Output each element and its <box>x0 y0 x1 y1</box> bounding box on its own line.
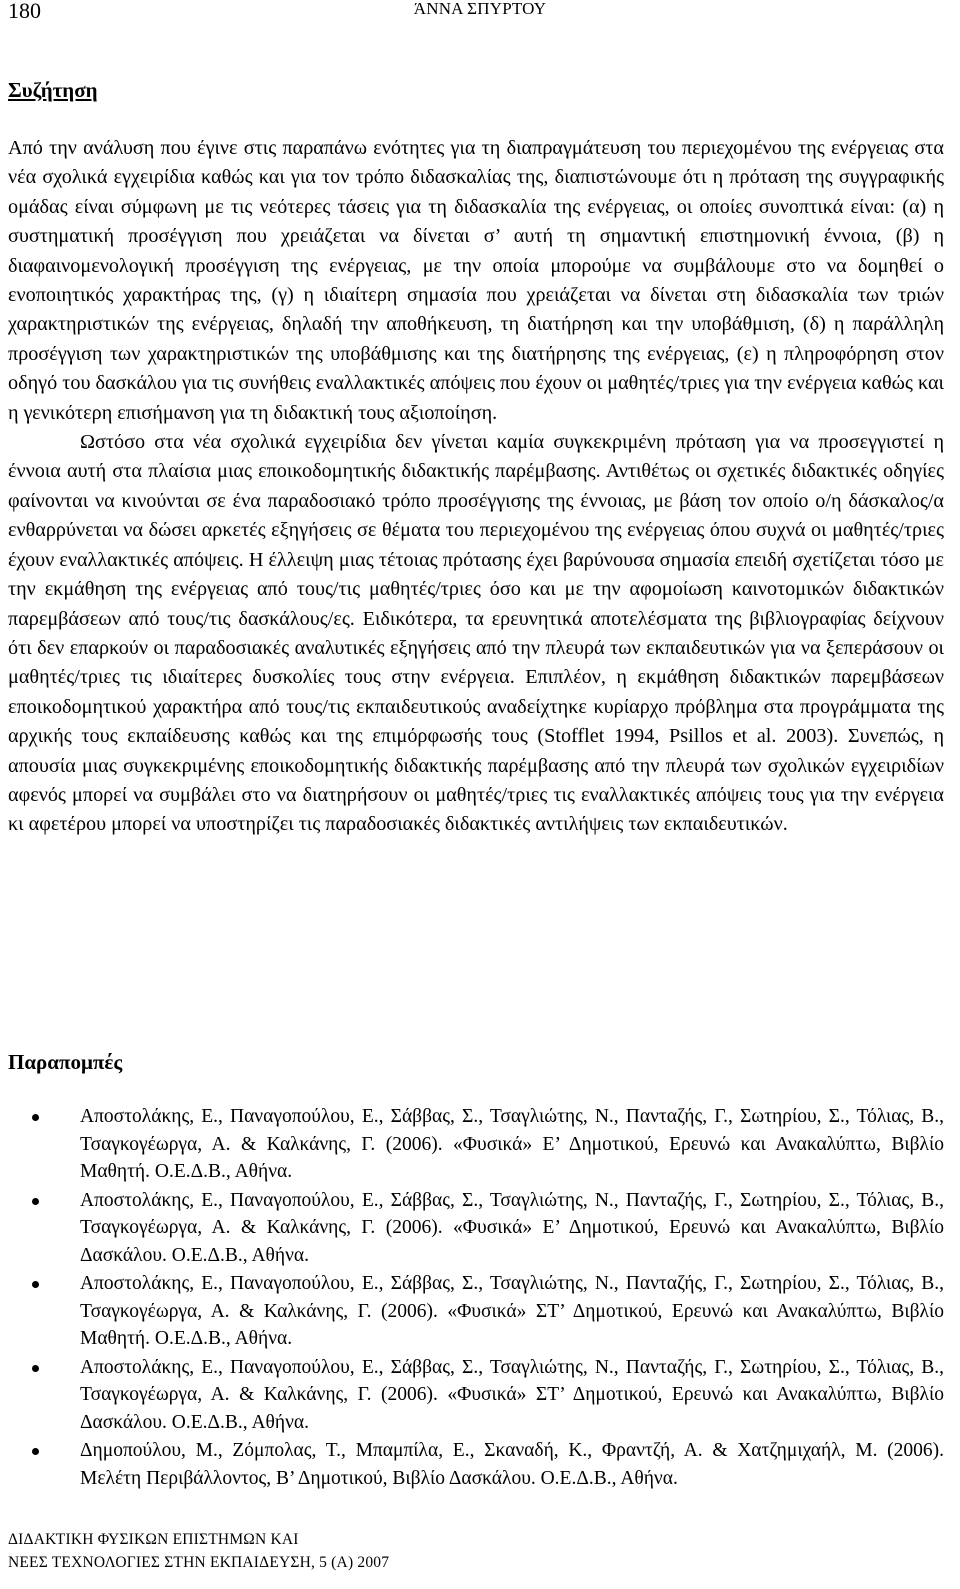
reference-text: Αποστολάκης, Ε., Παναγοπούλου, Ε., Σάββας, Σ., Τσαγλιώτης, Ν., Πανταζής, Γ., Σωτηρίου, Σ., Τόλιας, Β., Τσαγκογέωργα, Α. & Καλκάνης, Γ. (2006). «Φυσικά» Ε’ Δημοτικού, Ερευνώ και Ανακαλύπτω, Βιβλίο Μαθητή. Ο.Ε.Δ.Β., Αθήνα. <box>80 1106 944 1182</box>
page-number: 180 <box>8 0 41 23</box>
reference-item <box>8 1187 944 1270</box>
reference-text: Αποστολάκης, Ε., Παναγοπούλου, Ε., Σάββας, Σ., Τσαγλιώτης, Ν., Πανταζής, Γ., Σωτηρίου, Σ., Τόλιας, Β., Τσαγκογέωργα, Α. & Καλκάνης, Γ. (2006). «Φυσικά» Ε’ Δημοτικού, Ερευνώ και Ανακαλύπτω, Βιβλίο Δασκάλου. Ο.Ε.Δ.Β., Αθήνα. <box>80 1189 944 1266</box>
running-head-author: ΆΝΝΑ ΣΠΥΡΤΟΥ <box>413 0 547 18</box>
bullet-icon <box>32 1448 39 1455</box>
section-title-discussion: Συζήτηση <box>8 78 98 102</box>
discussion-paragraph: Από την ανάλυση που έγινε στις παραπάνω ενότητες για τη διαπραγμάτευση του περιεχομένου της ενέργειας στα νέα σχολικά εγχειρίδια καθώς και για τον τρόπο διδασκαλίας της, διαπιστώνουμε ότι η πρόταση της συγγραφικής ομάδας είναι σύμφωνη με τις νεότερες τάσεις για τη διδασκαλία της ενέργειας, οι οποίες συνοπτικά είναι: (α) η συστηματική προσέγγιση που χρειάζεται να δίνεται σ’ αυτή τη σημαντική επιστημονική έννοια, (β) η διαφαινομενολογική προσέγγιση της ενέργειας, με την οποία μπορούμε να συμβάλουμε στο να δομηθεί ο ενοποιητικός χαρακτήρας της, (γ) η ιδιαίτερη σημασία που χρειάζεται να δίνεται στη διδασκαλία των τριών χαρακτηριστικών της ενέργειας, δηλαδή την αποθήκευση, τη διατήρηση και την υποβάθμιση, (δ) η παράλληλη προσέγγιση των χαρακτηριστικών της υποβάθμισης και της διατήρησης της ενέργειας, (ε) η πληροφόρηση στον οδηγό του δασκάλου για τις συνήθεις εναλλακτικές απόψεις που έχουν οι μαθητές/τριες για την ενέργεια καθώς και η γενικότερη επισήμανση για τη διδακτική τους αξιοποίηση. <box>8 137 944 424</box>
reference-text: Αποστολάκης, Ε., Παναγοπούλου, Ε., Σάββας, Σ., Τσαγλιώτης, Ν., Πανταζής, Γ., Σωτηρίου, Σ., Τόλιας, Β., Τσαγκογέωργα, Α. & Καλκάνης, Γ. (2006). «Φυσικά» ΣΤ’ Δημοτικού, Ερευνώ και Ανακαλύπτω, Βιβλίο Μαθητή. Ο.Ε.Δ.Β., Αθήνα. <box>80 1273 944 1349</box>
bullet-icon <box>32 1198 39 1205</box>
footer-journal-title: ΔΙΔΑΚΤΙΚΗ ΦΥΣΙΚΩΝ ΕΠΙΣΤΗΜΩΝ ΚΑΙ <box>8 1531 299 1548</box>
reference-item <box>8 1437 944 1492</box>
reference-item <box>8 1103 944 1186</box>
footer-journal-issue: ΝΕΕΣ ΤΕΧΝΟΛΟΓΙΕΣ ΣΤΗΝ ΕΚΠΑΙΔΕΥΣΗ, 5 (Α) 2007 <box>8 1554 390 1571</box>
references-list <box>8 1103 944 1493</box>
reference-text: Δημοπούλου, Μ., Ζόμπολας, Τ., Μπαμπίλα, Ε., Σκαναδή, Κ., Φραντζή, Α. & Χατζημιχαήλ, Μ. (2006). Μελέτη Περιβάλλοντος, Β’ Δημοτικού, Βιβλίο Δασκάλου. Ο.Ε.Δ.Β., Αθήνα. <box>80 1440 944 1489</box>
section-title-references: Παραπομπές <box>8 1050 123 1074</box>
discussion-body <box>8 134 944 840</box>
bullet-icon <box>32 1365 39 1372</box>
reference-text: Αποστολάκης, Ε., Παναγοπούλου, Ε., Σάββας, Σ., Τσαγλιώτης, Ν., Πανταζής, Γ., Σωτηρίου, Σ., Τόλιας, Β., Τσαγκογέωργα, Α. & Καλκάνης, Γ. (2006). «Φυσικά» ΣΤ’ Δημοτικού, Ερευνώ και Ανακαλύπτω, Βιβλίο Δασκάλου. Ο.Ε.Δ.Β., Αθήνα. <box>80 1356 944 1433</box>
bullet-icon <box>32 1114 39 1121</box>
reference-item <box>8 1354 944 1437</box>
bullet-icon <box>32 1281 39 1288</box>
discussion-paragraph: Ωστόσο στα νέα σχολικά εγχειρίδια δεν γίνεται καμία συγκεκριμένη πρόταση για να προσεγγιστεί η έννοια αυτή στα πλαίσια μιας εποικοδομητικής διδακτικής παρέμβασης. Αντιθέτως οι σχετικές διδακτικές οδηγίες φαίνονται να κινούνται σε ένα παραδοσιακό τρόπο προσέγγισης της έννοιας, με βάση τον οποίο ο/η δάσκαλος/α ενθαρρύνεται να δώσει αρκετές εξηγήσεις σε θέματα του περιεχομένου της ενέργειας όπου συχνά οι μαθητές/τριες έχουν εναλλακτικές απόψεις. Η έλλειψη μιας τέτοιας πρότασης έχει βαρύνουσα σημασία επειδή σχετίζεται τόσο με την εκμάθηση της ενέργειας από τους/τις μαθητές/τριες όσο και με την αφομοίωση καινοτομικών διδακτικών παρεμβάσεων από τους/τις δασκάλους/ες. Ειδικότερα, τα ερευνητικά αποτελέσματα της βιβλιογραφίας δείχνουν ότι δεν επαρκούν οι παραδοσιακές αναλυτικές εξηγήσεις από την πλευρά των εκπαιδευτικών για να ξεπεράσουν οι μαθητές/τριες τις ιδιαίτερες δυσκολίες τους στην ενέργεια. Επιπλέον, η εκμάθηση διδακτικών παρεμβάσεων εποικοδομητικού χαρακτήρα από τους/τις εκπαιδευτικούς αναδείχτηκε κυρίαρχο πρόβλημα στα προγράμματα της αρχικής τους εκπαίδευσης καθώς και της επιμόρφωσής τους (Stofflet 1994, Psillos et al. 2003). Συνεπώς, η απουσία μιας συγκεκριμένης εποικοδομητικής διδακτικής παρέμβασης από την πλευρά των σχολικών εγχειριδίων αφενός μπορεί να συμβάλει στο να διατηρήσουν οι μαθητές/τριες τις εναλλακτικές απόψεις τους για την ενέργεια κι αφετέρου μπορεί να υποστηρίζει τις παραδοσιακές διδακτικές αντιλήψεις των εκπαιδευτικών. <box>8 431 944 836</box>
reference-item <box>8 1270 944 1353</box>
journal-footer <box>8 1528 389 1574</box>
